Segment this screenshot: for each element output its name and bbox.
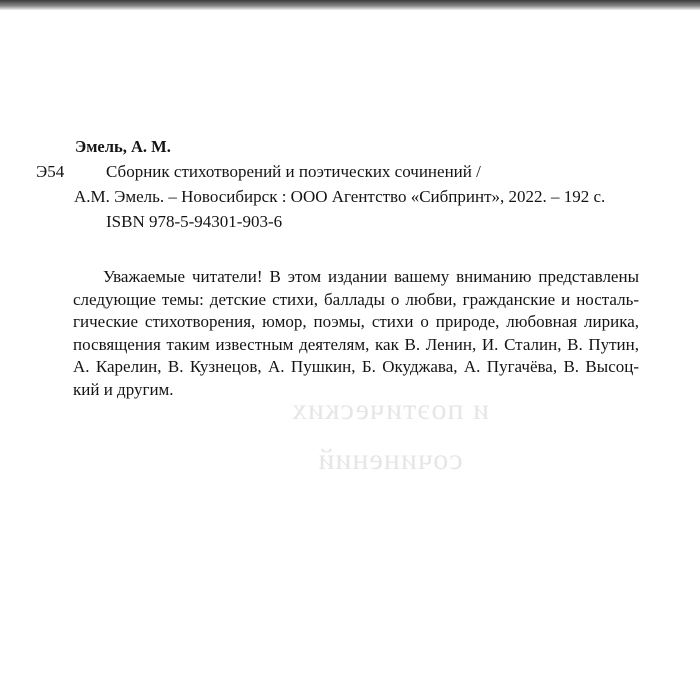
show-through-line: и поэтических bbox=[290, 393, 490, 426]
author-mark-code: Э54 bbox=[36, 162, 65, 181]
author-heading: Эмель, А. М. bbox=[75, 137, 171, 156]
isbn-line: ISBN 978-5-94301-903-6 bbox=[106, 212, 283, 231]
annotation-line: следующие темы: детские стихи, баллады о любви, гражданские и носталь- bbox=[73, 289, 639, 309]
page-top-edge bbox=[0, 0, 700, 10]
show-through-line: сочинений bbox=[317, 443, 463, 476]
annotation-paragraph bbox=[73, 266, 639, 402]
annotation-line: Уважаемые читатели! В этом издании вашему вниманию представлены bbox=[103, 267, 639, 286]
annotation-line: А. Карелин, В. Кузнецов, А. Пушкин, Б. Окуджава, А. Пугачёва, В. Высоц- bbox=[73, 357, 639, 377]
book-title-line: Сборник стихотворений и поэтических сочинений / bbox=[106, 162, 481, 181]
publication-info-line: А.М. Эмель. – Новосибирск : ООО Агентство «Сибпринт», 2022. – 192 с. bbox=[74, 187, 606, 206]
annotation-line: гические стихотворения, юмор, поэмы, стихи о природе, любовная лирика, bbox=[73, 312, 639, 332]
annotation-line: посвящения таким известным деятелям, как В. Ленин, И. Сталин, В. Путин, bbox=[73, 334, 639, 354]
annotation-line: кий и другим. bbox=[73, 379, 174, 399]
